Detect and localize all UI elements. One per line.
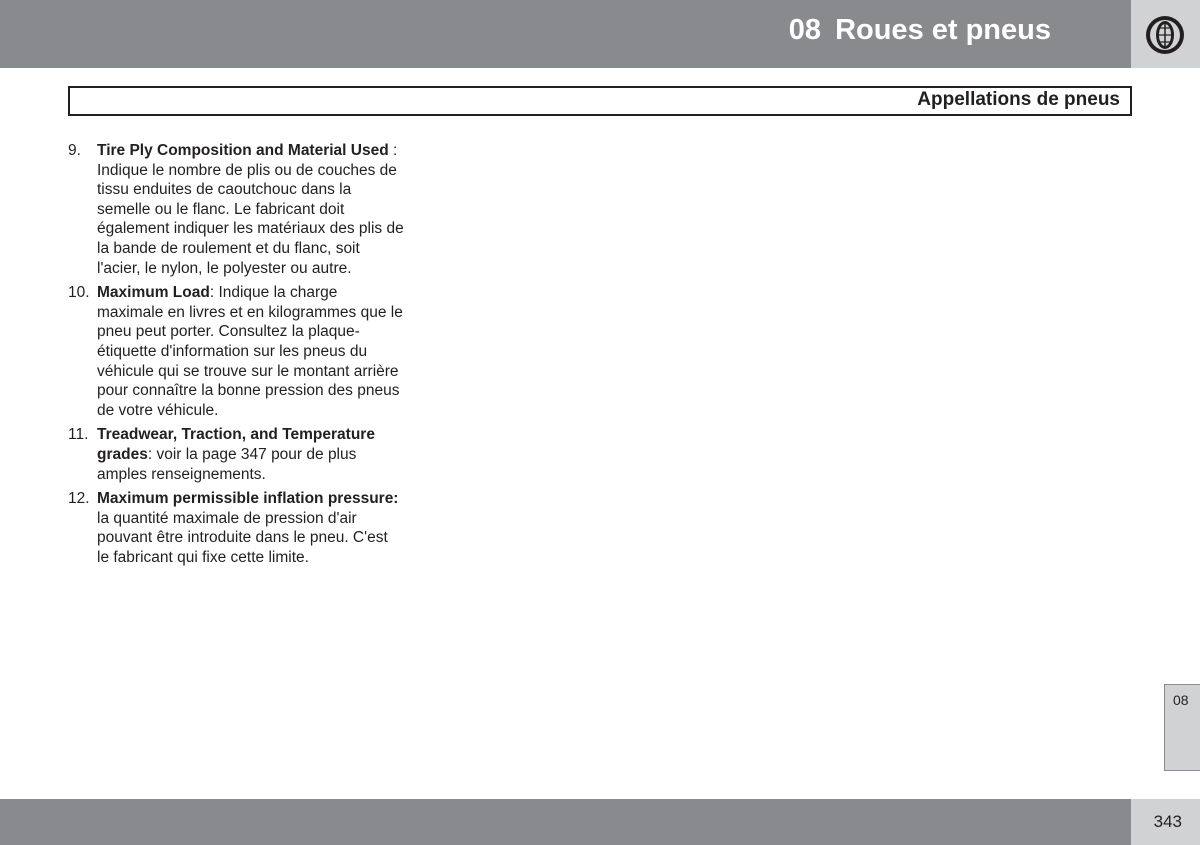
list-item <box>68 283 404 420</box>
list-item <box>68 141 404 278</box>
tire-icon <box>1143 14 1187 56</box>
item-number: 11. <box>68 426 89 444</box>
list-item <box>68 425 404 484</box>
item-number: 12. <box>68 490 90 508</box>
item-number: 10. <box>68 284 90 302</box>
item-body <box>97 283 404 420</box>
item-term: Tire Ply Composition and Material Used <box>97 142 389 159</box>
item-body <box>97 141 404 278</box>
chapter-icon-box <box>1131 0 1200 68</box>
item-text: : Indique le nombre de plis ou de couches de tissu enduites de caoutchouc dans la semelle ou le flanc. Le fabricant doit également indiquer les matériaux des plis de la bande de roulement et du flanc, soit l'acier, le nylon, le polyester ou autre. <box>97 142 404 277</box>
page-number-box <box>1131 799 1200 845</box>
item-term: Treadwear, Traction, and Temperature grades <box>97 426 375 463</box>
item-text: la quantité maximale de pression d'air pouvant être introduite dans le pneu. C'est le fabricant qui fixe cette limite. <box>97 509 388 566</box>
item-body <box>97 489 404 567</box>
chapter-title-text: Roues et pneus <box>835 14 1051 46</box>
item-body <box>97 425 404 484</box>
section-header <box>68 86 1132 116</box>
chapter-side-tab <box>1164 684 1200 771</box>
list-item <box>68 489 404 567</box>
item-term: Maximum permissible inflation pressure: <box>97 490 399 508</box>
section-title: Appellations de pneus <box>917 89 1120 110</box>
item-text: : voir la page 347 pour de plus amples renseignements. <box>97 445 357 483</box>
side-tab-label: 08 <box>1173 692 1189 708</box>
item-list <box>68 141 404 572</box>
page-number: 343 <box>1153 812 1182 831</box>
footer-bar <box>0 799 1131 845</box>
header-bar <box>0 0 1131 68</box>
item-number: 9. <box>68 142 81 159</box>
chapter-number: 08 <box>788 14 822 46</box>
chapter-title <box>789 14 1051 47</box>
item-text: : Indique la charge maximale en livres et en kilogrammes que le pneu peut porter. Consultez la plaque-étiquette d'information sur les pneus du véhicule qui se trouve sur le montant arrière pour connaître la bonne pression des pneus de votre véhicule. <box>97 284 403 419</box>
item-term: Maximum Load <box>97 284 210 302</box>
